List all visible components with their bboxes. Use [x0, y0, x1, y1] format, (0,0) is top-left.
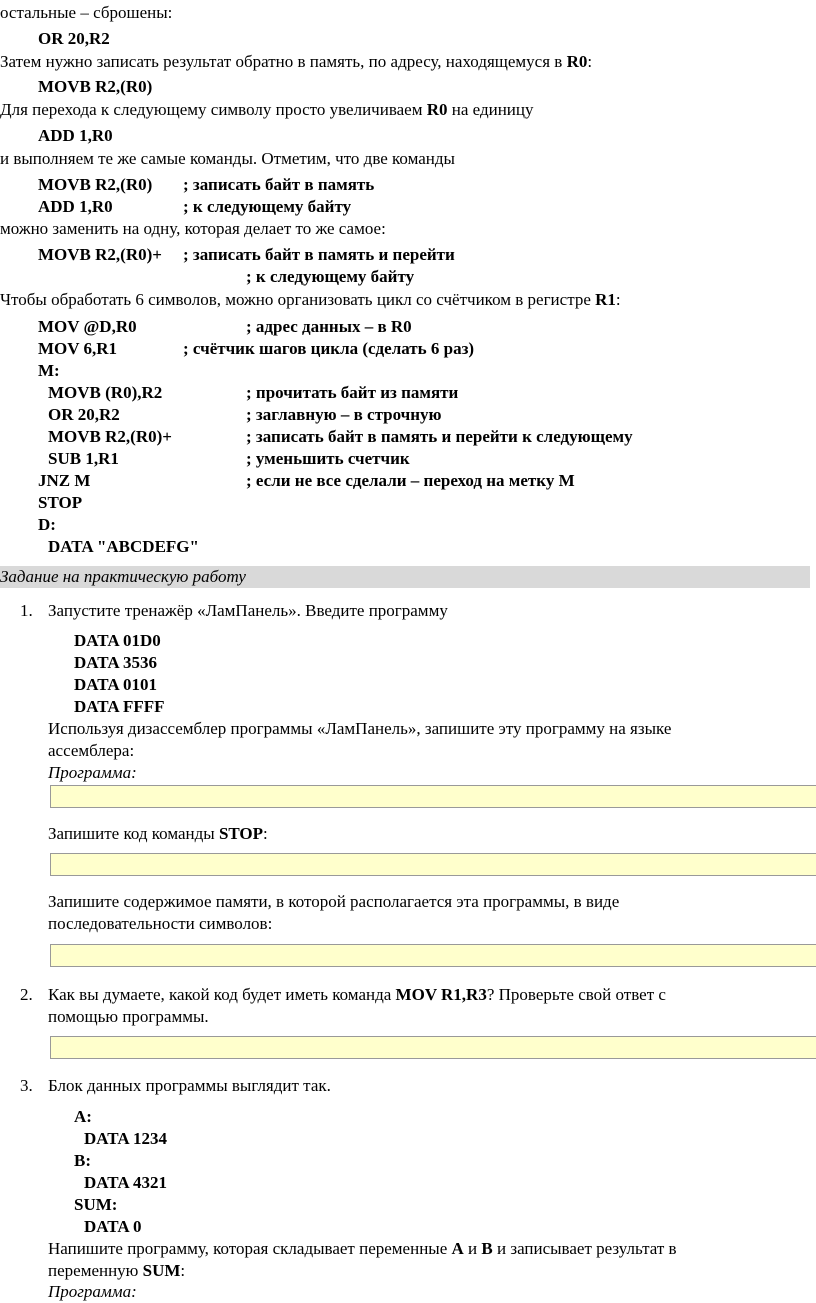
register: R1: [595, 290, 616, 309]
code-line: SUB 1,R1: [48, 449, 119, 468]
code-comment: ; уменьшить счетчик: [246, 449, 410, 468]
code-comment: ; счётчик шагов цикла (сделать 6 раз): [183, 339, 475, 358]
answer-field-stop-code[interactable]: [50, 853, 816, 876]
text: Затем нужно записать результат обратно в память, по адресу, находящемуся в: [0, 52, 567, 71]
program-label: Программа:: [48, 1282, 137, 1301]
code-label: A:: [74, 1107, 92, 1126]
code-label: SUM:: [74, 1195, 118, 1214]
code-line: DATA 01D0: [74, 631, 161, 650]
text-line: [0, 51, 592, 73]
register: R0: [426, 100, 448, 119]
register: R0: [566, 52, 588, 71]
task-text: [48, 984, 666, 1006]
code-comment: ; к следующему байту: [183, 197, 352, 216]
text: и: [463, 1239, 482, 1258]
code-line: JNZ M: [38, 471, 91, 490]
code-line: DATA FFFF: [74, 697, 165, 716]
text: Для перехода к следующему символу просто увеличиваем: [0, 100, 427, 119]
code-comment: ; к следующему байту: [246, 267, 415, 286]
task-number: 2.: [20, 985, 33, 1004]
text: :: [587, 52, 593, 71]
code-line: DATA "ABCDEFG": [48, 537, 199, 556]
code-comment: ; записать байт в память и перейти: [183, 245, 455, 264]
command: STOP: [218, 824, 264, 843]
code-comment: ; записать байт в память и перейти к следующему: [246, 427, 633, 446]
code-line: ADD 1,R0: [38, 197, 113, 216]
text: ? Проверьте свой ответ с: [486, 985, 666, 1004]
text: и записывает результат в: [492, 1239, 677, 1258]
code-line: DATA 4321: [84, 1173, 167, 1192]
task-text: [48, 823, 268, 845]
command: MOV R1,R3: [395, 985, 487, 1004]
text: Как вы думаете, какой код будет иметь команда: [48, 985, 396, 1004]
answer-field-program[interactable]: [50, 785, 816, 808]
text-line: [0, 289, 621, 311]
text: на единицу: [447, 100, 534, 119]
task-text: [48, 1260, 185, 1282]
code-line: OR 20,R2: [38, 29, 110, 48]
code-comment: ; заглавную – в строчную: [246, 405, 442, 424]
task-number: 3.: [20, 1076, 33, 1095]
task-text: ассемблера:: [48, 741, 135, 760]
text: :: [615, 290, 621, 309]
code-comment: ; если не все сделали – переход на метку M: [246, 471, 575, 490]
code-label: M:: [38, 361, 60, 380]
code-line: DATA 0101: [74, 675, 157, 694]
text-line: можно заменить на одну, которая делает то же самое:: [0, 219, 386, 238]
code-label: D:: [38, 515, 56, 534]
code-line: OR 20,R2: [48, 405, 120, 424]
code-line: STOP: [38, 493, 83, 512]
text: :: [263, 824, 268, 843]
answer-field-mov-code[interactable]: [50, 1036, 816, 1059]
task-number: 1.: [20, 601, 33, 620]
task-text: Запустите тренажёр «ЛамПанель». Введите программу: [48, 601, 448, 620]
code-comment: ; прочитать байт из памяти: [246, 383, 459, 402]
task-text: [48, 1238, 677, 1260]
text: :: [180, 1261, 186, 1280]
code-line: MOV 6,R1: [38, 339, 118, 358]
task-text: помощью программы.: [48, 1007, 209, 1026]
code-line: MOVB R2,(R0): [38, 175, 153, 194]
text-line: остальные – сброшены:: [0, 3, 173, 22]
section-title: Задание на практическую работу: [0, 567, 246, 586]
program-label: Программа:: [48, 763, 137, 782]
code-line: MOV @D,R0: [38, 317, 137, 336]
code-label: B:: [74, 1151, 91, 1170]
code-line: MOVB R2,(R0)+: [38, 245, 162, 264]
text: Напишите программу, которая складывает переменные: [48, 1239, 452, 1258]
code-comment: ; записать байт в память: [183, 175, 375, 194]
variable: SUM: [142, 1261, 181, 1280]
code-line: DATA 0: [84, 1217, 142, 1236]
text-line: и выполняем те же самые команды. Отметим, что две команды: [0, 149, 455, 168]
text: Запишите код команды: [48, 824, 219, 843]
text: Чтобы обработать 6 символов, можно организовать цикл со счётчиком в регистре: [0, 290, 596, 309]
task-text: Используя дизассемблер программы «ЛамПанель», запишите эту программу на языке: [48, 719, 672, 738]
variable: B: [481, 1239, 493, 1258]
code-line: DATA 1234: [84, 1129, 167, 1148]
code-line: MOVB R2,(R0): [38, 77, 153, 96]
text-line: [0, 99, 534, 121]
task-text: Запишите содержимое памяти, в которой располагается эта программы, в виде: [48, 892, 620, 911]
code-line: MOVB (R0),R2: [48, 383, 163, 402]
task-text: Блок данных программы выглядит так.: [48, 1076, 331, 1095]
variable: A: [451, 1239, 464, 1258]
code-line: DATA 3536: [74, 653, 157, 672]
code-line: ADD 1,R0: [38, 126, 113, 145]
code-comment: ; адрес данных – в R0: [246, 317, 412, 336]
code-line: MOVB R2,(R0)+: [48, 427, 172, 446]
task-text: последовательности символов:: [48, 914, 273, 933]
text: переменную: [48, 1261, 143, 1280]
answer-field-memory[interactable]: [50, 944, 816, 967]
